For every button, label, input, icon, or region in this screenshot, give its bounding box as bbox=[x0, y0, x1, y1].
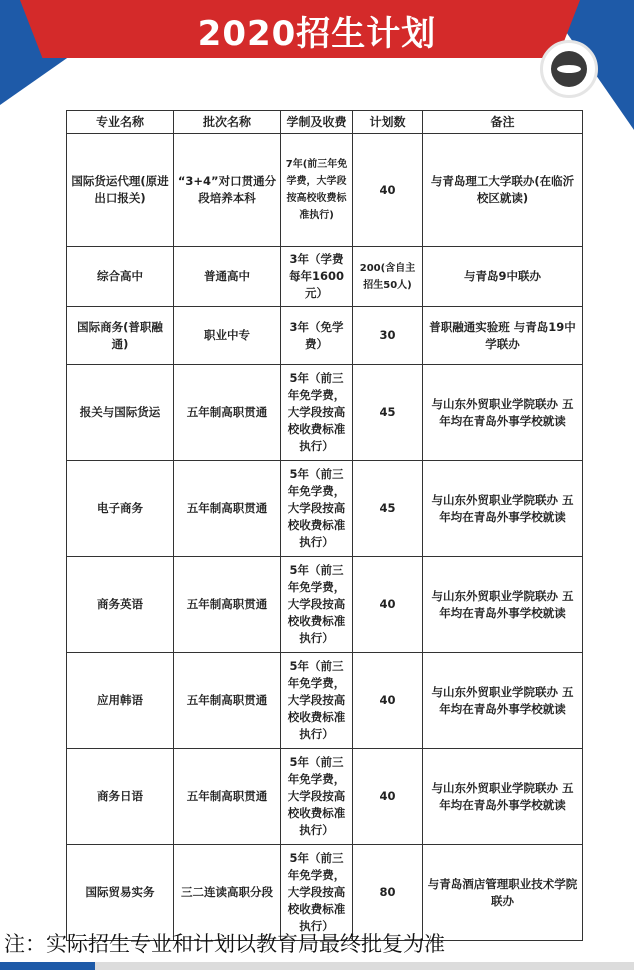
table-row bbox=[67, 134, 583, 247]
column-header-batch: 批次名称 bbox=[174, 111, 281, 134]
cell-fee: 5年（前三年免学费，大学段按高校收费标准执行） bbox=[281, 845, 353, 941]
cell-note: 与山东外贸职业学院联办 五年均在青岛外事学校就读 bbox=[423, 557, 583, 653]
cell-major: 商务日语 bbox=[67, 749, 174, 845]
cell-batch: 三二连读高职分段 bbox=[174, 845, 281, 941]
cell-batch: 五年制高职贯通 bbox=[174, 653, 281, 749]
cell-count: 40 bbox=[353, 134, 423, 247]
footer-note: 注：实际招生专业和计划以教育局最终批复为准 bbox=[4, 932, 445, 956]
cell-count: 40 bbox=[353, 653, 423, 749]
table-row bbox=[67, 247, 583, 307]
cell-note: 与青岛酒店管理职业技术学院联办 bbox=[423, 845, 583, 941]
cell-batch: 五年制高职贯通 bbox=[174, 461, 281, 557]
spoon-bowl-logo-icon bbox=[540, 40, 598, 98]
cell-batch: 五年制高职贯通 bbox=[174, 365, 281, 461]
footer-bar-accent bbox=[0, 962, 95, 970]
enrollment-plan-table bbox=[66, 110, 583, 941]
cell-fee: 7年(前三年免学费，大学段按高校收费标准执行) bbox=[281, 134, 353, 247]
cell-fee: 5年（前三年免学费，大学段按高校收费标准执行） bbox=[281, 749, 353, 845]
cell-major: 国际货运代理(原进出口报关) bbox=[67, 134, 174, 247]
cell-fee: 5年（前三年免学费，大学段按高校收费标准执行） bbox=[281, 365, 353, 461]
cell-note: 与山东外贸职业学院联办 五年均在青岛外事学校就读 bbox=[423, 365, 583, 461]
column-header-note: 备注 bbox=[423, 111, 583, 134]
cell-count: 200(含自主招生50人) bbox=[353, 247, 423, 307]
cell-note: 与山东外贸职业学院联办 五年均在青岛外事学校就读 bbox=[423, 653, 583, 749]
table-row bbox=[67, 749, 583, 845]
cell-major: 商务英语 bbox=[67, 557, 174, 653]
cell-count: 45 bbox=[353, 461, 423, 557]
cell-count: 40 bbox=[353, 557, 423, 653]
cell-count: 30 bbox=[353, 307, 423, 365]
cell-count: 40 bbox=[353, 749, 423, 845]
cell-major: 综合高中 bbox=[67, 247, 174, 307]
logo-swoosh bbox=[557, 65, 581, 73]
cell-major: 电子商务 bbox=[67, 461, 174, 557]
page-title: 2020招生计划 bbox=[197, 14, 437, 54]
column-header-fee: 学制及收费 bbox=[281, 111, 353, 134]
cell-fee: 5年（前三年免学费，大学段按高校收费标准执行） bbox=[281, 461, 353, 557]
cell-major: 报关与国际货运 bbox=[67, 365, 174, 461]
table-row bbox=[67, 653, 583, 749]
cell-note: 与青岛9中联办 bbox=[423, 247, 583, 307]
cell-note: 与山东外贸职业学院联办 五年均在青岛外事学校就读 bbox=[423, 749, 583, 845]
column-header-count: 计划数 bbox=[353, 111, 423, 134]
cell-batch: 五年制高职贯通 bbox=[174, 557, 281, 653]
table-row bbox=[67, 845, 583, 941]
cell-batch: 职业中专 bbox=[174, 307, 281, 365]
table-row bbox=[67, 307, 583, 365]
table-header-row bbox=[67, 111, 583, 134]
cell-fee: 3年（学费每年1600元） bbox=[281, 247, 353, 307]
cell-fee: 5年（前三年免学费，大学段按高校收费标准执行） bbox=[281, 557, 353, 653]
cell-major: 国际贸易实务 bbox=[67, 845, 174, 941]
cell-note: 普职融通实验班 与青岛19中学联办 bbox=[423, 307, 583, 365]
cell-note: 与青岛理工大学联办(在临沂校区就读) bbox=[423, 134, 583, 247]
cell-note: 与山东外贸职业学院联办 五年均在青岛外事学校就读 bbox=[423, 461, 583, 557]
table-row bbox=[67, 365, 583, 461]
table-row bbox=[67, 461, 583, 557]
cell-batch: 普通高中 bbox=[174, 247, 281, 307]
cell-count: 45 bbox=[353, 365, 423, 461]
cell-major: 国际商务(普职融通) bbox=[67, 307, 174, 365]
cell-major: 应用韩语 bbox=[67, 653, 174, 749]
cell-batch: 五年制高职贯通 bbox=[174, 749, 281, 845]
footer-bar bbox=[0, 962, 634, 970]
cell-batch: “3+4”对口贯通分段培养本科 bbox=[174, 134, 281, 247]
column-header-major: 专业名称 bbox=[67, 111, 174, 134]
cell-count: 80 bbox=[353, 845, 423, 941]
cell-fee: 5年（前三年免学费，大学段按高校收费标准执行） bbox=[281, 653, 353, 749]
table-row bbox=[67, 557, 583, 653]
cell-fee: 3年（免学费） bbox=[281, 307, 353, 365]
